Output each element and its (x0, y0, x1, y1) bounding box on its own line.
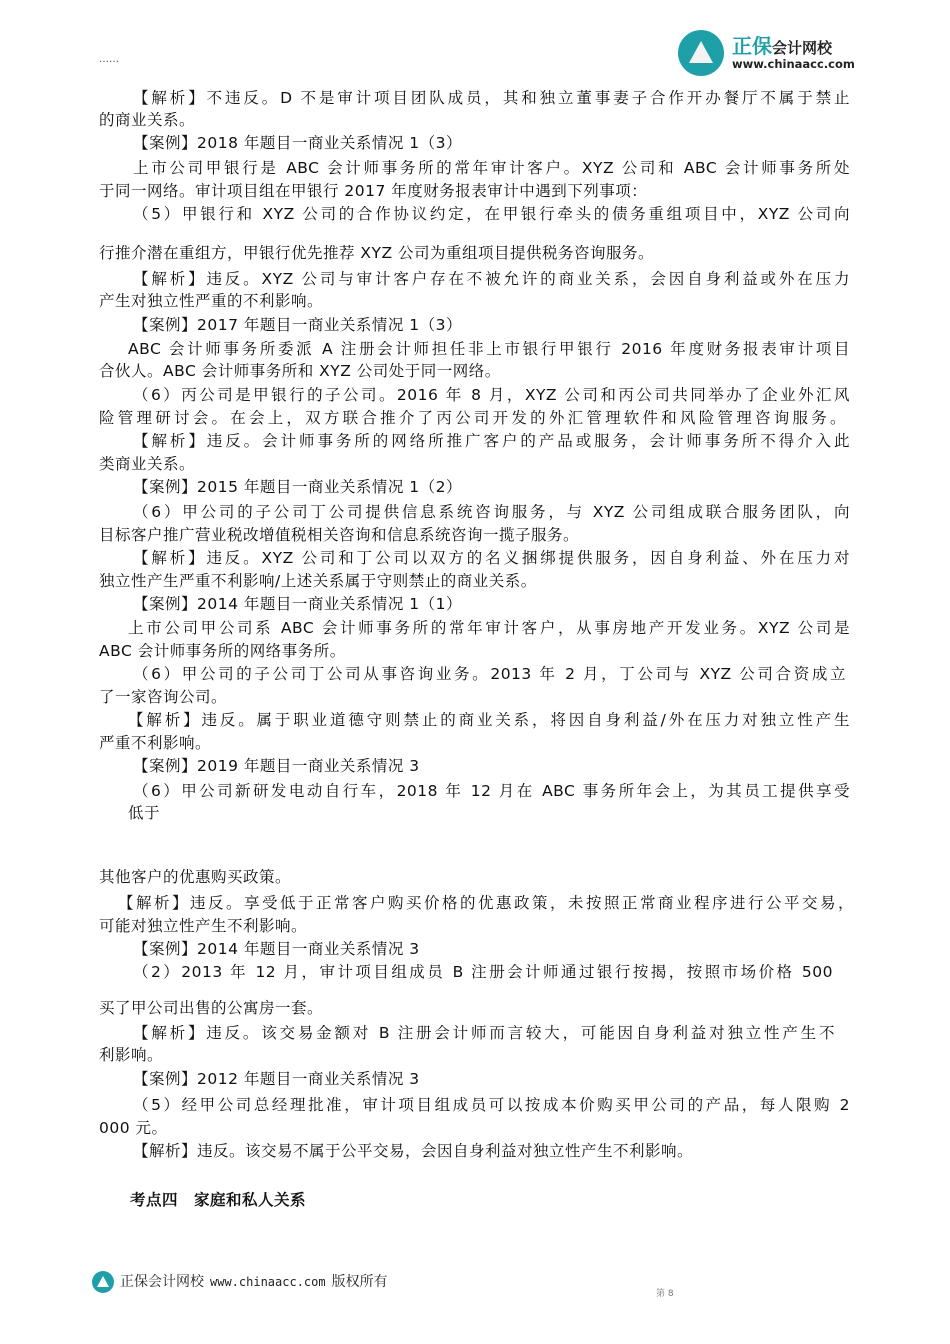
paragraph-line: 合伙人。ABC 会计师事务所和 XYZ 公司处于同一网络。 (99, 362, 501, 380)
paragraph-line: 的商业关系。 (99, 111, 196, 129)
logo-sub: 会计网校 (772, 39, 833, 57)
footer-brand: 正保会计网校 (120, 1274, 204, 1290)
paragraph-line: ABC 会计师事务所的网络事务所。 (99, 642, 346, 660)
paragraph-line: 【解析】违反。XYZ 公司和丁公司以双方的名义捆绑提供服务，因自身利益、外在压力对 (133, 549, 850, 567)
section-heading: 考点四 家庭和私人关系 (130, 1191, 307, 1209)
paragraph-line: 利影响。 (99, 1046, 164, 1064)
paragraph-line: 【解析】违反。属于职业道德守则禁止的商业关系，将因自身利益/外在压力对独立性产生 (128, 711, 850, 729)
paragraph-line: 其他客户的优惠购买政策。 (99, 868, 292, 886)
paragraph-line: 了一家咨询公司。 (99, 688, 228, 706)
case-heading: 【案例】2014 年题目一商业关系情况 3 (133, 940, 420, 958)
paragraph-line: 【解析】违反。该交易金额对 B 注册会计师而言较大，可能因自身利益对独立性产生不 (133, 1024, 835, 1042)
paragraph-line: 【解析】不违反。D 不是审计项目团队成员，其和独立董事妻子合作开办餐厅不属于禁止 (133, 89, 850, 107)
case-heading: 【案例】2017 年题目一商业关系情况 1（3） (133, 316, 463, 334)
paragraph-line: 类商业关系。 (99, 455, 196, 473)
footer-url: www.chinaacc.com (210, 1275, 326, 1289)
case-heading: 【案例】2019 年题目一商业关系情况 3 (133, 757, 420, 775)
paragraph-line: 于同一网络。审计项目组在甲银行 2017 年度财务报表审计中遇到下列事项： (99, 182, 648, 200)
paragraph-line: 独立性产生严重不利影响/上述关系属于守则禁止的商业关系。 (99, 572, 537, 590)
paragraph-line: 行推介潜在重组方，甲银行优先推荐 XYZ 公司为重组项目提供税务咨询服务。 (99, 244, 655, 262)
logo-url: www.chinaacc.com (732, 57, 855, 71)
paragraph-line: 险管理研讨会。在会上，双方联合推介了丙公司开发的外汇管理软件和风险管理咨询服务。 (99, 409, 846, 427)
paragraph-line: 严重不利影响。 (99, 734, 212, 752)
paragraph-line: （6）丙公司是甲银行的子公司。2016 年 8 月，XYZ 公司和丙公司共同举办了企业外汇风 (133, 386, 850, 404)
paragraph-line: 【解析】违反。XYZ 公司与审计客户存在不被允许的商业关系，会因自身利益或外在压力 (133, 270, 850, 288)
paragraph-line: （2）2013 年 12 月，审计项目组成员 B 注册会计师通过银行按揭，按照市场价格 500 (133, 963, 833, 981)
header-fragment: …… (99, 54, 119, 65)
page-footer (92, 1271, 388, 1295)
logo-name: 正保会计网校 (732, 34, 833, 58)
paragraph-line: 产生对独立性严重的不利影响。 (99, 292, 324, 310)
paragraph-line: 目标客户推广营业税改增值税相关咨询和信息系统咨询一揽子服务。 (99, 526, 580, 544)
paragraph-line: 上市公司甲公司系 ABC 会计师事务所的常年审计客户，从事房地产开发业务。XYZ 公司是 (128, 619, 850, 637)
case-heading: 【案例】2018 年题目一商业关系情况 1（3） (133, 134, 463, 152)
case-heading: 【案例】2014 年题目一商业关系情况 1（1） (133, 595, 463, 613)
paragraph-line: 【解析】违反。享受低于正常客户购买价格的优惠政策，未按照正常商业程序进行公平交易， (118, 894, 854, 912)
case-heading: 【案例】2015 年题目一商业关系情况 1（2） (133, 478, 463, 496)
paragraph-line: 可能对独立性产生不利影响。 (99, 917, 308, 935)
paragraph-line: 【解析】违反。会计师事务所的网络所推广客户的产品或服务，会计师事务所不得介入此 (133, 432, 850, 450)
paragraph-line: （6）甲公司的子公司丁公司从事咨询业务。2013 年 2 月，丁公司与 XYZ 公司合资成立 (133, 665, 846, 683)
paragraph-line: 【解析】违反。该交易不属于公平交易，会因自身利益对独立性产生不利影响。 (133, 1142, 694, 1160)
paragraph-line: （5）经甲公司总经理批准，审计项目组成员可以按成本价购买甲公司的产品，每人限购 2 (133, 1096, 850, 1114)
footer-logo-icon (92, 1271, 114, 1293)
paragraph-line: ABC 会计师事务所委派 A 注册会计师担任非上市银行甲银行 2016 年度财务报表审计项目 (128, 340, 850, 358)
paragraph-line: 000 元。 (99, 1119, 168, 1137)
page-number: 第 8 (656, 1289, 674, 1299)
paragraph-line: （6）甲公司的子公司丁公司提供信息系统咨询服务，与 XYZ 公司组成联合服务团队，向 (133, 503, 850, 521)
paragraph-line: 上市公司甲银行是 ABC 会计师事务所的常年审计客户。XYZ 公司和 ABC 会计师事务所处 (133, 159, 850, 177)
case-heading: 【案例】2012 年题目一商业关系情况 3 (133, 1070, 420, 1088)
paragraph-line: 买了甲公司出售的公寓房一套。 (99, 999, 324, 1017)
footer-rights: 版权所有 (331, 1274, 388, 1290)
paragraph-line: 低于 (128, 804, 161, 822)
brand-logo (678, 28, 858, 78)
paragraph-line: （5）甲银行和 XYZ 公司的合作协议约定，在甲银行牵头的债务重组项目中，XYZ 公司向 (133, 205, 850, 223)
logo-icon (678, 30, 724, 76)
paragraph-line: （6）甲公司新研发电动自行车，2018 年 12 月在 ABC 事务所年会上，为其员工提供享受 (133, 782, 850, 800)
